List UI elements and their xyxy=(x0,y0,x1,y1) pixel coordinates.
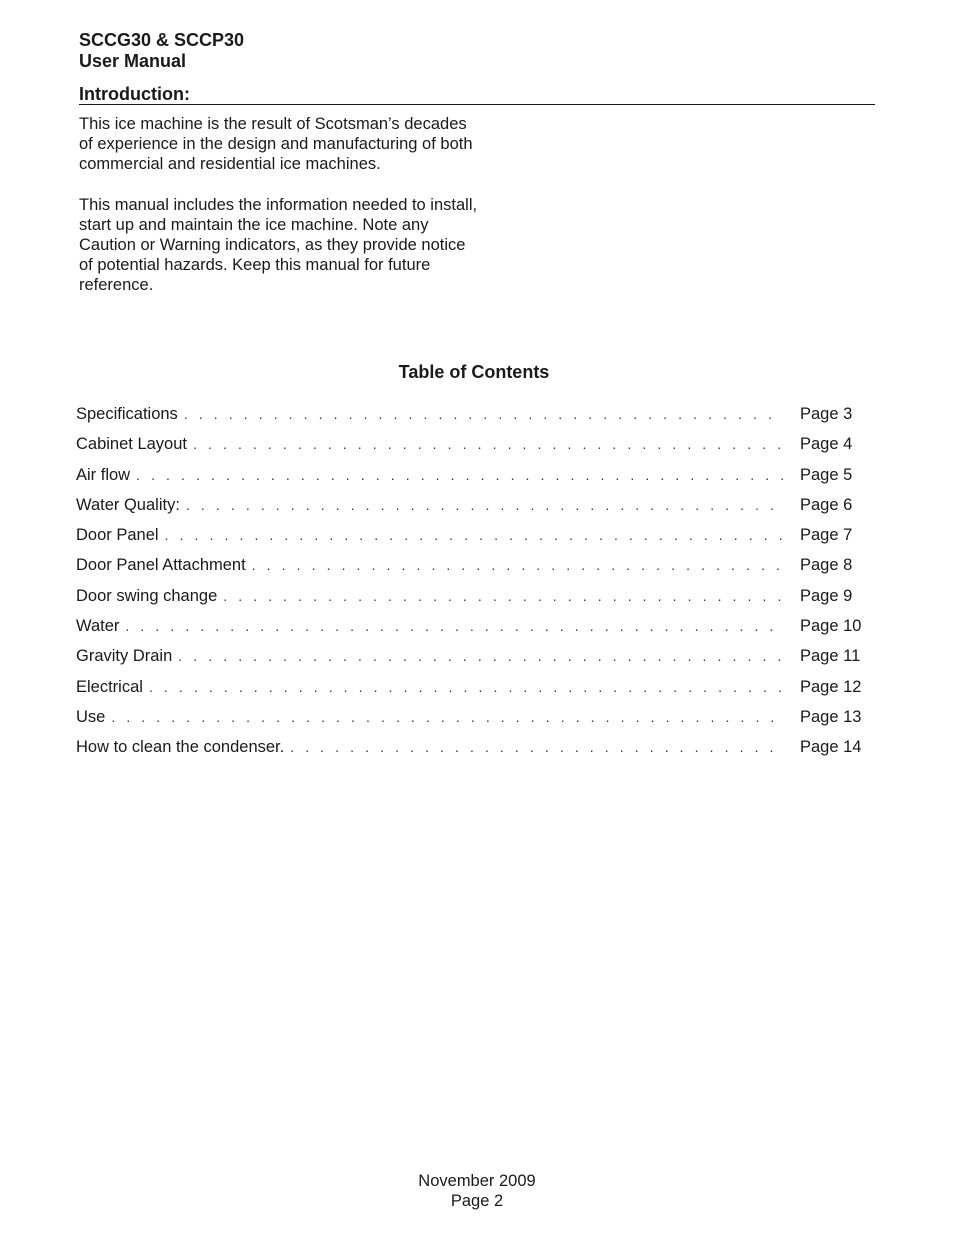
toc-entry-page: Page 8 xyxy=(800,556,853,575)
table-of-contents xyxy=(76,402,876,766)
toc-entry xyxy=(76,614,876,644)
toc-entry-page: Page 9 xyxy=(800,586,853,605)
toc-entry-page: Page 3 xyxy=(800,405,853,423)
toc-entry xyxy=(76,402,876,432)
toc-entry-page: Page 11 xyxy=(800,647,861,666)
document-header xyxy=(79,30,244,72)
toc-entry-label: Water Quality: xyxy=(76,495,180,514)
toc-title: Table of Contents xyxy=(398,362,550,382)
page-footer xyxy=(0,1171,954,1211)
toc-entry xyxy=(76,735,876,765)
toc-entry-page: Page 4 xyxy=(800,435,853,454)
toc-entry-page: Page 5 xyxy=(800,465,853,484)
footer-page-number: Page 2 xyxy=(450,1192,504,1210)
intro-paragraph: This manual includes the information needed to install, start up and maintain the ice machine. Note any Caution or Warning indicators, as they provide notice of potential hazards. Keep this manual for future reference. xyxy=(79,195,478,295)
toc-entry-page: Page 14 xyxy=(800,738,862,757)
toc-entry-page: Page 10 xyxy=(800,617,862,636)
toc-leader-dots xyxy=(111,705,784,729)
toc-leader-dots xyxy=(193,432,784,456)
toc-entry-label: Water xyxy=(76,617,120,636)
toc-leader-dots xyxy=(252,553,784,577)
toc-entry-label: Air flow xyxy=(76,465,131,484)
doc-type-title: User Manual xyxy=(79,51,187,71)
toc-leader-dots xyxy=(178,644,784,668)
toc-entry xyxy=(76,675,876,705)
toc-entry-label: How to clean the condenser. xyxy=(76,738,285,757)
introduction-heading: Introduction: xyxy=(79,84,875,105)
intro-paragraph: This ice machine is the result of Scotsman’s decades of experience in the design and manufacturing of both commercial and residential ice machines. xyxy=(79,115,473,174)
toc-leader-dots xyxy=(125,614,784,638)
toc-entry-page: Page 6 xyxy=(800,495,853,514)
toc-entry xyxy=(76,584,876,614)
toc-entry xyxy=(76,553,876,583)
toc-entry-page: Page 12 xyxy=(800,677,862,696)
toc-entry xyxy=(76,432,876,462)
toc-entry-label: Electrical xyxy=(76,677,143,696)
toc-entry-page: Page 13 xyxy=(800,707,862,726)
toc-leader-dots xyxy=(186,493,784,517)
toc-entry xyxy=(76,523,876,553)
toc-entry xyxy=(76,705,876,735)
toc-entry xyxy=(76,644,876,674)
toc-entry-label: Specifications xyxy=(76,405,178,423)
toc-leader-dots xyxy=(149,675,784,699)
toc-entry-label: Cabinet Layout xyxy=(76,435,187,454)
toc-entry-label: Door Panel xyxy=(76,526,159,545)
toc-leader-dots xyxy=(165,523,784,547)
toc-leader-dots xyxy=(223,584,784,608)
toc-leader-dots xyxy=(290,735,784,759)
toc-entry-label: Door swing change xyxy=(76,586,218,605)
toc-entry-label: Gravity Drain xyxy=(76,647,173,666)
toc-leader-dots xyxy=(184,402,784,426)
toc-entry-label: Use xyxy=(76,707,106,726)
toc-leader-dots xyxy=(136,463,784,487)
footer-date: November 2009 xyxy=(418,1172,536,1190)
toc-entry xyxy=(76,463,876,493)
model-title: SCCG30 & SCCP30 xyxy=(79,30,245,50)
introduction-body xyxy=(79,114,479,316)
toc-entry-page: Page 7 xyxy=(800,526,853,545)
toc-entry xyxy=(76,493,876,523)
toc-entry-label: Door Panel Attachment xyxy=(76,556,246,575)
